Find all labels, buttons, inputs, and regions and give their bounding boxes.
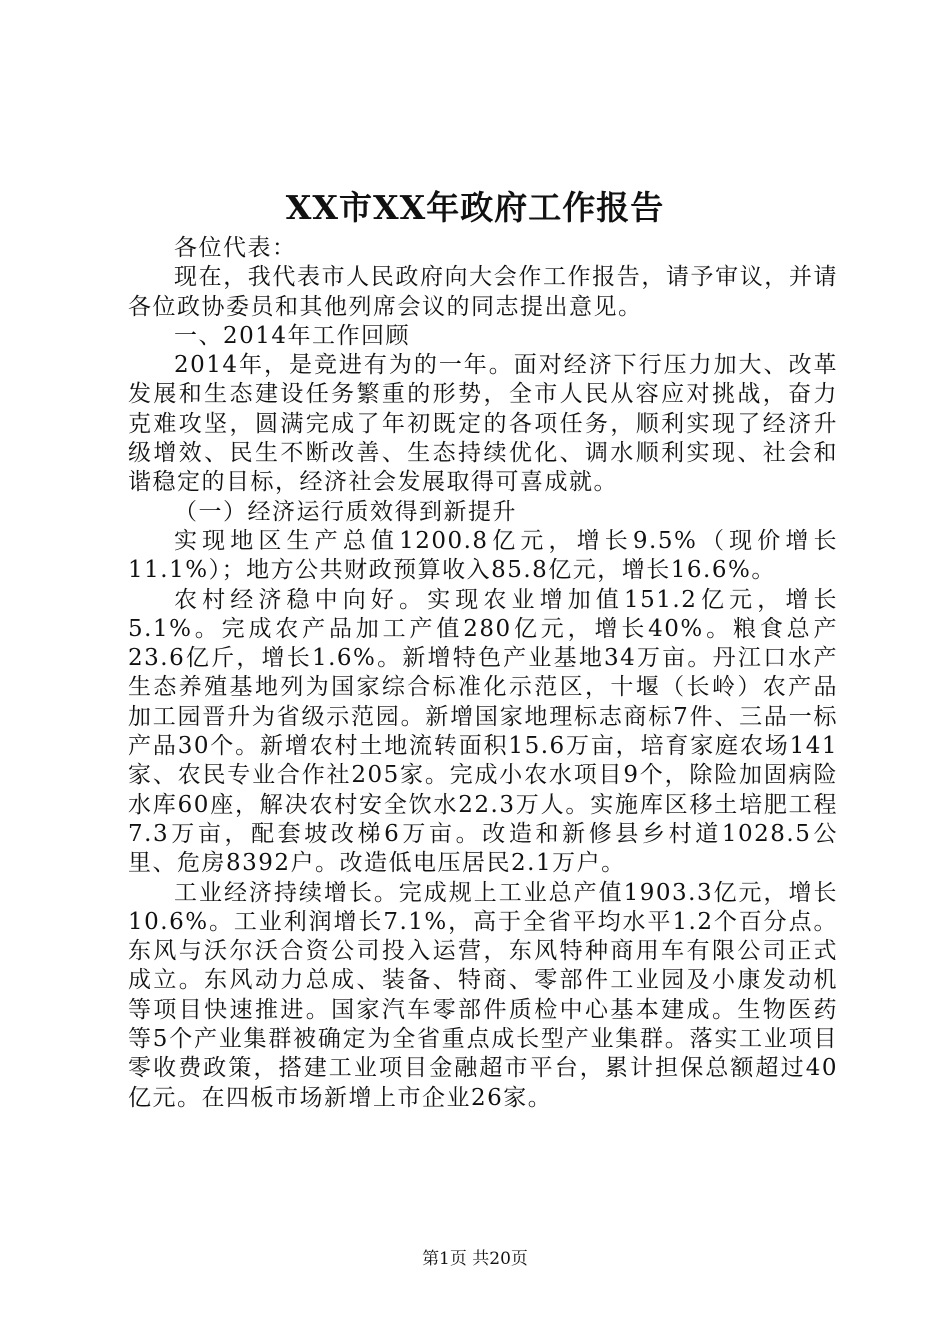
industrial-economy-paragraph: 工业经济持续增长。完成规上工业总产值1903.3亿元，增长10.6%。工业利润增长7.1%，高于全省平均水平1.2个百分点。东风与沃尔沃合资公司投入运营，东风特种商用车有限公司正式成立。东风动力总成、装备、特商、零部件工业园及小康发动机等项目快速推进。国家汽车零部件质检中心基本建成。生物医药等5个产业集群被确定为全省重点成长型产业集群。落实工业项目零收费政策，搭建工业项目金融超市平台，累计担保总额超过40亿元。在四板市场新增上市企业26家。 (128, 879, 838, 1111)
page-number-footer: 第1页 共20页 (422, 1249, 528, 1269)
gdp-paragraph: 实现地区生产总值1200.8亿元，增长9.5%（现价增长11.1%）；地方公共财政预算收入85.8亿元，增长16.6%。 (128, 527, 838, 584)
review-paragraph: 2014年，是竞进有为的一年。面对经济下行压力加大、改革发展和生态建设任务繁重的形势，全市人民从容应对挑战，奋力克难攻坚，圆满完成了年初既定的各项任务，顺利实现了经济升级增效、民生不断改善、生态持续优化、调水顺利实现、社会和谐稳定的目标，经济社会发展取得可喜成就。 (128, 352, 838, 496)
document-title: XX市XX年政府工作报告 (285, 188, 665, 227)
rural-economy-paragraph: 农村经济稳中向好。实现农业增加值151.2亿元，增长5.1%。完成农产品加工产值280亿元，增长40%。粮食总产23.6亿斤，增长1.6%。新增特色产业基地34万亩。丹江口水产生态养殖基地列为国家综合标准化示范区，十堰（长岭）农产品加工园晋升为省级示范园。新增国家地理标志商标7件、三品一标产品30个。新增农村土地流转面积15.6万亩，培育家庭农场141家、农民专业合作社205家。完成小农水项目9个，除险加固病险水库60座，解决农村安全饮水22.3万人。实施库区移土培肥工程7.3万亩，配套坡改梯6万亩。改造和新修县乡村道1028.5公里、危房8392户。改造低电压居民2.1万户。 (128, 586, 838, 877)
section-heading: 一、2014年工作回顾 (174, 322, 411, 349)
subsection-heading: （一）经济运行质效得到新提升 (174, 498, 517, 525)
salutation-paragraph: 各位代表： (174, 235, 297, 261)
document-body (128, 234, 838, 1113)
intro-paragraph: 现在，我代表市人民政府向大会作工作报告，请予审议，并请各位政协委员和其他列席会议的同志提出意见。 (128, 264, 838, 320)
